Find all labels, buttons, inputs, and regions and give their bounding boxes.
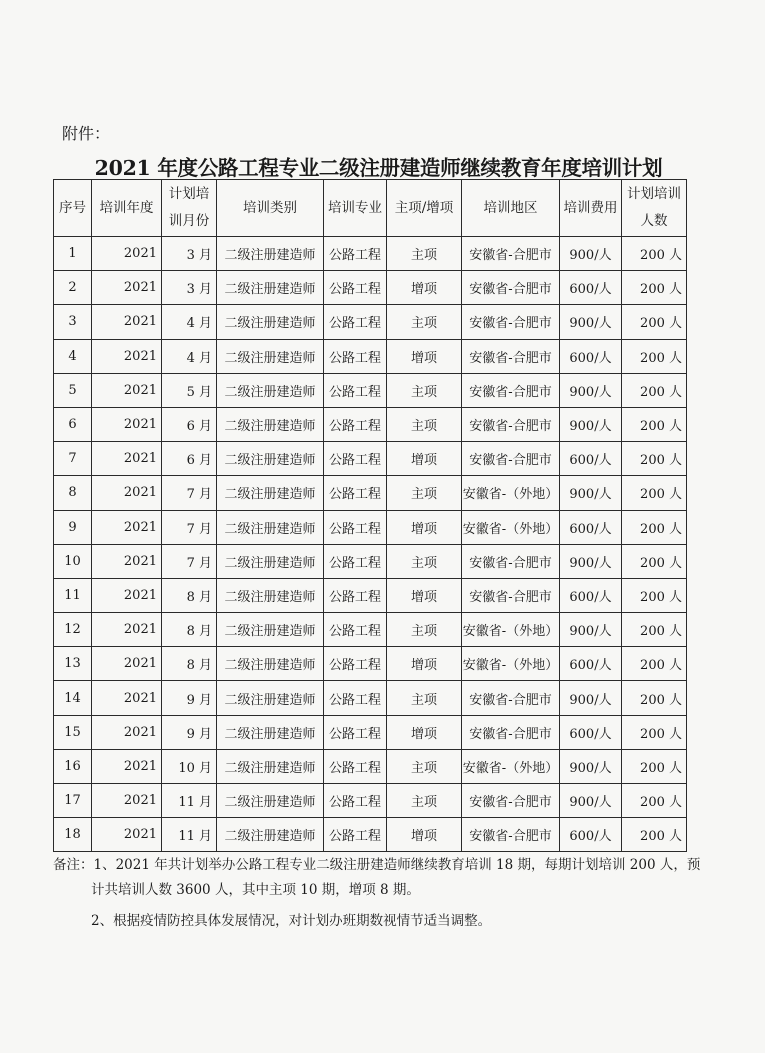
cell-month: 8 月 <box>162 647 217 681</box>
cell-seq: 14 <box>54 681 92 715</box>
note-1-continued: 计共培训人数 3600 人，其中主项 10 期，增项 8 期。 <box>91 882 420 898</box>
header-count-line1: 计划培训 <box>627 186 681 202</box>
cell-month: 6 月 <box>162 407 217 441</box>
cell-year: 2021 <box>92 749 162 783</box>
cell-major: 公路工程 <box>324 271 387 305</box>
cell-region: 安徽省-（外地） <box>462 510 560 544</box>
cell-category: 二级注册建造师 <box>217 271 324 305</box>
cell-type: 主项 <box>387 613 462 647</box>
header-count <box>622 180 687 237</box>
table-row <box>54 305 687 339</box>
cell-major: 公路工程 <box>324 613 387 647</box>
cell-month: 6 月 <box>162 442 217 476</box>
cell-seq: 18 <box>54 818 92 852</box>
header-seq: 序号 <box>54 180 92 237</box>
cell-major: 公路工程 <box>324 784 387 818</box>
cell-major: 公路工程 <box>324 373 387 407</box>
cell-month: 9 月 <box>162 715 217 749</box>
cell-seq: 11 <box>54 578 92 612</box>
table-row <box>54 442 687 476</box>
cell-type: 主项 <box>387 476 462 510</box>
cell-seq: 8 <box>54 476 92 510</box>
cell-category: 二级注册建造师 <box>217 578 324 612</box>
notes-section <box>53 853 703 934</box>
cell-region: 安徽省-合肥市 <box>462 818 560 852</box>
cell-region: 安徽省-（外地） <box>462 749 560 783</box>
cell-fee: 900/人 <box>560 407 622 441</box>
cell-count: 200 人 <box>622 818 687 852</box>
cell-seq: 5 <box>54 373 92 407</box>
cell-count: 200 人 <box>622 715 687 749</box>
cell-seq: 9 <box>54 510 92 544</box>
cell-year: 2021 <box>92 305 162 339</box>
cell-count: 200 人 <box>622 784 687 818</box>
cell-fee: 600/人 <box>560 510 622 544</box>
cell-month: 7 月 <box>162 544 217 578</box>
cell-count: 200 人 <box>622 681 687 715</box>
cell-category: 二级注册建造师 <box>217 784 324 818</box>
cell-seq: 6 <box>54 407 92 441</box>
cell-major: 公路工程 <box>324 578 387 612</box>
cell-major: 公路工程 <box>324 681 387 715</box>
cell-type: 主项 <box>387 784 462 818</box>
cell-fee: 900/人 <box>560 784 622 818</box>
header-major: 培训专业 <box>324 180 387 237</box>
table-row <box>54 749 687 783</box>
cell-count: 200 人 <box>622 271 687 305</box>
cell-category: 二级注册建造师 <box>217 647 324 681</box>
cell-fee: 900/人 <box>560 681 622 715</box>
cell-seq: 3 <box>54 305 92 339</box>
cell-seq: 16 <box>54 749 92 783</box>
cell-fee: 900/人 <box>560 373 622 407</box>
cell-category: 二级注册建造师 <box>217 305 324 339</box>
cell-category: 二级注册建造师 <box>217 510 324 544</box>
table-row <box>54 818 687 852</box>
cell-fee: 600/人 <box>560 578 622 612</box>
cell-region: 安徽省-合肥市 <box>462 339 560 373</box>
table-row <box>54 373 687 407</box>
cell-region: 安徽省-（外地） <box>462 613 560 647</box>
cell-major: 公路工程 <box>324 442 387 476</box>
table-row <box>54 647 687 681</box>
cell-month: 11 月 <box>162 784 217 818</box>
cell-seq: 1 <box>54 237 92 271</box>
cell-seq: 17 <box>54 784 92 818</box>
header-fee: 培训费用 <box>560 180 622 237</box>
cell-seq: 15 <box>54 715 92 749</box>
cell-count: 200 人 <box>622 476 687 510</box>
cell-year: 2021 <box>92 613 162 647</box>
cell-month: 4 月 <box>162 305 217 339</box>
cell-type: 增项 <box>387 271 462 305</box>
cell-type: 增项 <box>387 578 462 612</box>
cell-year: 2021 <box>92 647 162 681</box>
cell-major: 公路工程 <box>324 407 387 441</box>
cell-seq: 12 <box>54 613 92 647</box>
cell-major: 公路工程 <box>324 715 387 749</box>
cell-region: 安徽省-（外地） <box>462 476 560 510</box>
cell-seq: 7 <box>54 442 92 476</box>
cell-major: 公路工程 <box>324 818 387 852</box>
header-region: 培训地区 <box>462 180 560 237</box>
cell-region: 安徽省-（外地） <box>462 647 560 681</box>
cell-count: 200 人 <box>622 544 687 578</box>
cell-region: 安徽省-合肥市 <box>462 715 560 749</box>
cell-month: 3 月 <box>162 237 217 271</box>
cell-category: 二级注册建造师 <box>217 681 324 715</box>
cell-count: 200 人 <box>622 305 687 339</box>
cell-year: 2021 <box>92 237 162 271</box>
header-year: 培训年度 <box>92 180 162 237</box>
cell-year: 2021 <box>92 818 162 852</box>
cell-type: 主项 <box>387 237 462 271</box>
cell-region: 安徽省-合肥市 <box>462 237 560 271</box>
cell-type: 增项 <box>387 818 462 852</box>
cell-year: 2021 <box>92 578 162 612</box>
note-1: 备注：1、2021 年共计划举办公路工程专业二级注册建造师继续教育培训 18 期，每期计划培训 200 人，预 <box>53 857 701 873</box>
cell-year: 2021 <box>92 339 162 373</box>
cell-month: 8 月 <box>162 613 217 647</box>
table-header-row <box>54 180 687 237</box>
cell-fee: 900/人 <box>560 613 622 647</box>
cell-region: 安徽省-合肥市 <box>462 442 560 476</box>
cell-year: 2021 <box>92 681 162 715</box>
cell-count: 200 人 <box>622 442 687 476</box>
cell-category: 二级注册建造师 <box>217 373 324 407</box>
cell-major: 公路工程 <box>324 339 387 373</box>
table-row <box>54 681 687 715</box>
cell-region: 安徽省-合肥市 <box>462 305 560 339</box>
cell-major: 公路工程 <box>324 647 387 681</box>
cell-type: 增项 <box>387 715 462 749</box>
cell-fee: 900/人 <box>560 749 622 783</box>
header-month <box>162 180 217 237</box>
table-row <box>54 271 687 305</box>
cell-count: 200 人 <box>622 647 687 681</box>
cell-type: 主项 <box>387 681 462 715</box>
cell-type: 增项 <box>387 647 462 681</box>
cell-major: 公路工程 <box>324 749 387 783</box>
cell-category: 二级注册建造师 <box>217 237 324 271</box>
table-row <box>54 237 687 271</box>
cell-count: 200 人 <box>622 339 687 373</box>
cell-category: 二级注册建造师 <box>217 544 324 578</box>
cell-month: 5 月 <box>162 373 217 407</box>
cell-category: 二级注册建造师 <box>217 613 324 647</box>
cell-month: 8 月 <box>162 578 217 612</box>
cell-region: 安徽省-合肥市 <box>462 681 560 715</box>
cell-category: 二级注册建造师 <box>217 339 324 373</box>
cell-region: 安徽省-合肥市 <box>462 578 560 612</box>
cell-major: 公路工程 <box>324 476 387 510</box>
cell-type: 增项 <box>387 442 462 476</box>
cell-count: 200 人 <box>622 237 687 271</box>
cell-fee: 600/人 <box>560 339 622 373</box>
table-row <box>54 339 687 373</box>
cell-type: 主项 <box>387 749 462 783</box>
cell-type: 主项 <box>387 407 462 441</box>
cell-count: 200 人 <box>622 407 687 441</box>
cell-count: 200 人 <box>622 578 687 612</box>
table-row <box>54 784 687 818</box>
table-row <box>54 510 687 544</box>
cell-region: 安徽省-合肥市 <box>462 407 560 441</box>
cell-month: 9 月 <box>162 681 217 715</box>
cell-seq: 4 <box>54 339 92 373</box>
table-row <box>54 407 687 441</box>
cell-count: 200 人 <box>622 613 687 647</box>
cell-month: 11 月 <box>162 818 217 852</box>
cell-fee: 600/人 <box>560 715 622 749</box>
cell-fee: 900/人 <box>560 305 622 339</box>
table-row <box>54 715 687 749</box>
header-category: 培训类别 <box>217 180 324 237</box>
header-item-type: 主项/增项 <box>387 180 462 237</box>
cell-region: 安徽省-合肥市 <box>462 544 560 578</box>
cell-count: 200 人 <box>622 373 687 407</box>
table-row <box>54 613 687 647</box>
cell-count: 200 人 <box>622 510 687 544</box>
cell-month: 7 月 <box>162 476 217 510</box>
cell-year: 2021 <box>92 476 162 510</box>
cell-fee: 900/人 <box>560 544 622 578</box>
cell-month: 10 月 <box>162 749 217 783</box>
cell-region: 安徽省-合肥市 <box>462 271 560 305</box>
cell-year: 2021 <box>92 442 162 476</box>
cell-fee: 600/人 <box>560 271 622 305</box>
header-month-line2: 训月份 <box>168 213 210 229</box>
table-row <box>54 476 687 510</box>
cell-type: 主项 <box>387 305 462 339</box>
cell-month: 4 月 <box>162 339 217 373</box>
cell-fee: 600/人 <box>560 442 622 476</box>
document-title: 2021 年度公路工程专业二级注册建造师继续教育年度培训计划 <box>94 156 663 180</box>
header-count-line2: 人数 <box>640 213 668 229</box>
attachment-label: 附件： <box>62 124 111 143</box>
cell-month: 7 月 <box>162 510 217 544</box>
cell-year: 2021 <box>92 271 162 305</box>
cell-count: 200 人 <box>622 749 687 783</box>
cell-year: 2021 <box>92 510 162 544</box>
cell-fee: 600/人 <box>560 647 622 681</box>
cell-fee: 600/人 <box>560 818 622 852</box>
cell-major: 公路工程 <box>324 305 387 339</box>
cell-type: 主项 <box>387 544 462 578</box>
cell-fee: 900/人 <box>560 237 622 271</box>
cell-category: 二级注册建造师 <box>217 749 324 783</box>
cell-category: 二级注册建造师 <box>217 442 324 476</box>
cell-region: 安徽省-合肥市 <box>462 373 560 407</box>
table-row <box>54 544 687 578</box>
note-2: 2、根据疫情防控具体发展情况，对计划办班期数视情节适当调整。 <box>91 913 492 929</box>
cell-major: 公路工程 <box>324 544 387 578</box>
cell-category: 二级注册建造师 <box>217 476 324 510</box>
cell-seq: 10 <box>54 544 92 578</box>
cell-year: 2021 <box>92 407 162 441</box>
cell-seq: 2 <box>54 271 92 305</box>
cell-type: 增项 <box>387 339 462 373</box>
cell-year: 2021 <box>92 373 162 407</box>
cell-year: 2021 <box>92 715 162 749</box>
cell-major: 公路工程 <box>324 510 387 544</box>
cell-type: 增项 <box>387 510 462 544</box>
cell-type: 主项 <box>387 373 462 407</box>
cell-fee: 900/人 <box>560 476 622 510</box>
header-month-line1: 计划培 <box>168 186 210 202</box>
cell-year: 2021 <box>92 784 162 818</box>
cell-year: 2021 <box>92 544 162 578</box>
cell-category: 二级注册建造师 <box>217 818 324 852</box>
training-plan-table <box>53 179 687 852</box>
cell-category: 二级注册建造师 <box>217 407 324 441</box>
cell-month: 3 月 <box>162 271 217 305</box>
cell-region: 安徽省-合肥市 <box>462 784 560 818</box>
table-row <box>54 578 687 612</box>
cell-seq: 13 <box>54 647 92 681</box>
cell-major: 公路工程 <box>324 237 387 271</box>
cell-category: 二级注册建造师 <box>217 715 324 749</box>
